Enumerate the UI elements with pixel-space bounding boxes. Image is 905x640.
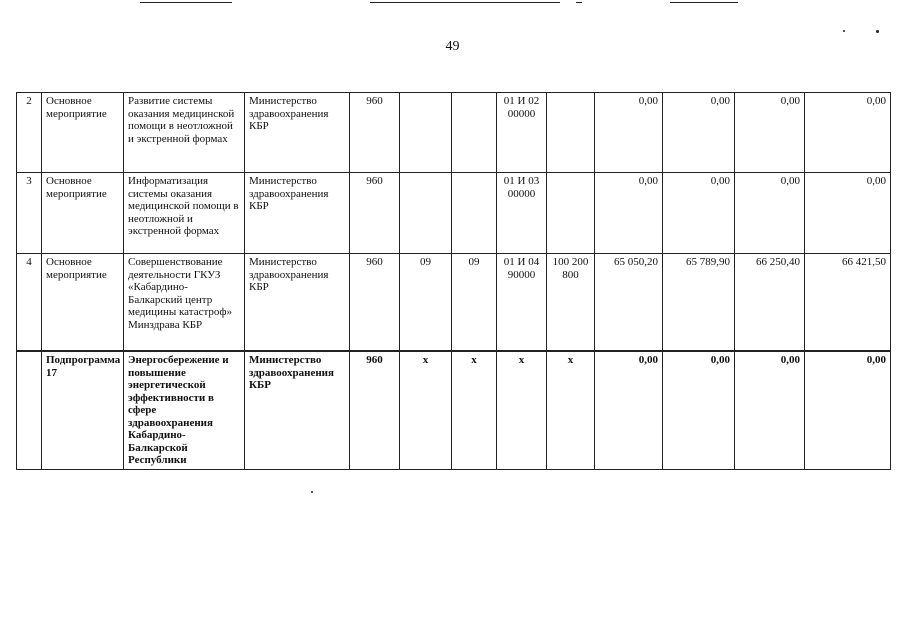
row-vr [547, 173, 595, 254]
row-csr: x [497, 351, 547, 470]
row-executor: Министерство здравоохранения КБР [245, 93, 350, 173]
table-row [17, 173, 891, 254]
row-number: 3 [17, 173, 42, 254]
table-row [17, 254, 891, 352]
row-number [17, 351, 42, 470]
row-pr [452, 173, 497, 254]
row-grbs: 960 [350, 254, 400, 352]
row-vr [547, 93, 595, 173]
row-year1: 65 050,20 [595, 254, 663, 352]
scan-header-rule [140, 2, 232, 3]
row-pr: x [452, 351, 497, 470]
scan-speck [311, 491, 313, 493]
row-year3: 66 250,40 [735, 254, 805, 352]
row-name: Энергосбережение и повышение энергетической эффективности в сфере здравоохранения Кабардино-Балкарской Республики [124, 351, 245, 470]
program-table [16, 92, 891, 470]
row-year4: 66 421,50 [805, 254, 891, 352]
row-year3: 0,00 [735, 351, 805, 470]
row-rz: 09 [400, 254, 452, 352]
row-year4: 0,00 [805, 173, 891, 254]
row-executor: Министерство здравоохранения КБР [245, 173, 350, 254]
scan-speck [843, 30, 845, 32]
row-status: Основное мероприятие [42, 254, 124, 352]
row-status: Подпрограмма 17 [42, 351, 124, 470]
scan-header-rule [670, 2, 738, 3]
row-year3: 0,00 [735, 93, 805, 173]
row-rz [400, 93, 452, 173]
row-year2: 0,00 [663, 93, 735, 173]
table-row [17, 93, 891, 173]
table-row [17, 351, 891, 470]
row-grbs: 960 [350, 93, 400, 173]
row-vr: 100 200 800 [547, 254, 595, 352]
row-pr: 09 [452, 254, 497, 352]
row-csr: 01 И 03 00000 [497, 173, 547, 254]
row-year1: 0,00 [595, 173, 663, 254]
row-year3: 0,00 [735, 173, 805, 254]
row-number: 2 [17, 93, 42, 173]
page-number: 49 [445, 39, 460, 54]
scan-speck [876, 30, 879, 33]
row-executor: Министерство здравоохранения КБР [245, 254, 350, 352]
row-year2: 0,00 [663, 173, 735, 254]
row-name: Информатизация системы оказания медицинской помощи в неотложной и экстренной формах [124, 173, 245, 254]
row-year4: 0,00 [805, 351, 891, 470]
row-number: 4 [17, 254, 42, 352]
row-status: Основное мероприятие [42, 173, 124, 254]
row-year2: 65 789,90 [663, 254, 735, 352]
row-csr: 01 И 02 00000 [497, 93, 547, 173]
row-name: Совершенствование деятельности ГКУЗ «Кабардино-Балкарский центр медицины катастроф» Минздрава КБР [124, 254, 245, 352]
row-year1: 0,00 [595, 351, 663, 470]
row-year2: 0,00 [663, 351, 735, 470]
row-grbs: 960 [350, 173, 400, 254]
row-executor: Министерство здравоохранения КБР [245, 351, 350, 470]
row-year4: 0,00 [805, 93, 891, 173]
row-year1: 0,00 [595, 93, 663, 173]
row-grbs: 960 [350, 351, 400, 470]
row-status: Основное мероприятие [42, 93, 124, 173]
row-rz [400, 173, 452, 254]
scan-header-rule [370, 2, 560, 3]
scan-header-rule [576, 2, 582, 3]
row-name: Развитие системы оказания медицинской помощи в неотложной и экстренной формах [124, 93, 245, 173]
row-csr: 01 И 04 90000 [497, 254, 547, 352]
row-rz: x [400, 351, 452, 470]
row-pr [452, 93, 497, 173]
row-vr: x [547, 351, 595, 470]
